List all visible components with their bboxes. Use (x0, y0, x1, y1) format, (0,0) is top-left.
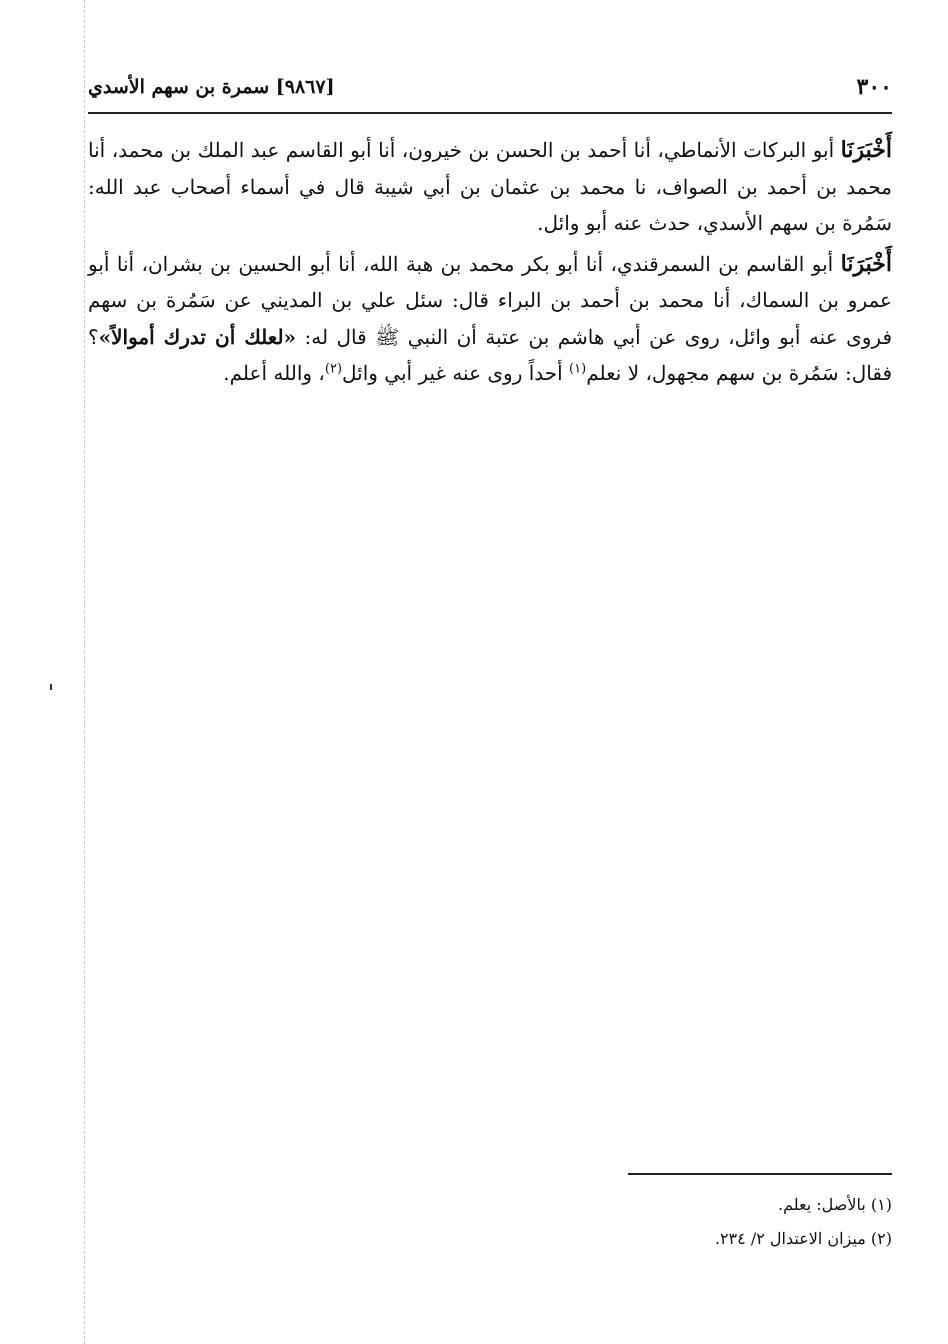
scan-speck (50, 684, 52, 690)
hadith-quote: «لعلك أن تدرك أموالاً» (98, 324, 297, 349)
main-text (88, 132, 892, 392)
paragraph-text: ؟ فقال: سَمُرة بن سهم مجهول، لا نعلم (88, 324, 892, 385)
page-number: ٣٠٠ (856, 74, 892, 100)
footnotes (560, 1188, 892, 1256)
paragraph-1 (88, 132, 892, 242)
keyword-akhbarana: أَخْبَرَنَا (840, 250, 892, 277)
footnote-rule (628, 1173, 892, 1175)
footnote-2: (٢) ميزان الاعتدال ٢/ ٢٣٤. (714, 1229, 892, 1248)
footnote-1: (١) بالأصل: يعلم. (777, 1195, 892, 1214)
header-rule (88, 112, 892, 114)
keyword-akhbarana: أَخْبَرَنَا (840, 137, 892, 163)
footnote-ref-2[interactable]: (٢) (324, 361, 343, 377)
paragraph-2 (88, 246, 892, 392)
running-title: [٩٨٦٧] سمرة بن سهم الأسدي (88, 76, 335, 98)
footnote-ref-1[interactable]: (١) (569, 361, 587, 377)
paragraph-text: أبو القاسم بن السمرقندي، أنا أبو بكر محمد بن هبة الله، أنا أبو الحسين بن بشران، أنا أبو عمرو بن السماك، أنا محمد بن أحمد بن البراء قال: سئل علي بن المديني عن سَمُرة بن سهم فروى عنه أبو وائل، روى عن أبي هاشم بن عتبة أن النبي ﷺ قال له: (88, 251, 893, 349)
paragraph-text: أبو البركات الأنماطي، أنا أحمد بن الحسن بن خيرون، أنا أبو القاسم عبد الملك بن محمد، أنا محمد بن أحمد بن الصواف، نا محمد بن عثمان بن أبي شيبة قال في أسماء أصحاب عبد الله: سَمُرة بن سهم الأسدي، حدث عنه أبو وائل. (88, 138, 892, 235)
page-header (88, 72, 892, 108)
paragraph-text: أحداً روى عنه غير أبي وائل (342, 361, 570, 385)
scan-edge-line (84, 0, 85, 1344)
paragraph-text: ، والله أعلم. (223, 361, 325, 385)
